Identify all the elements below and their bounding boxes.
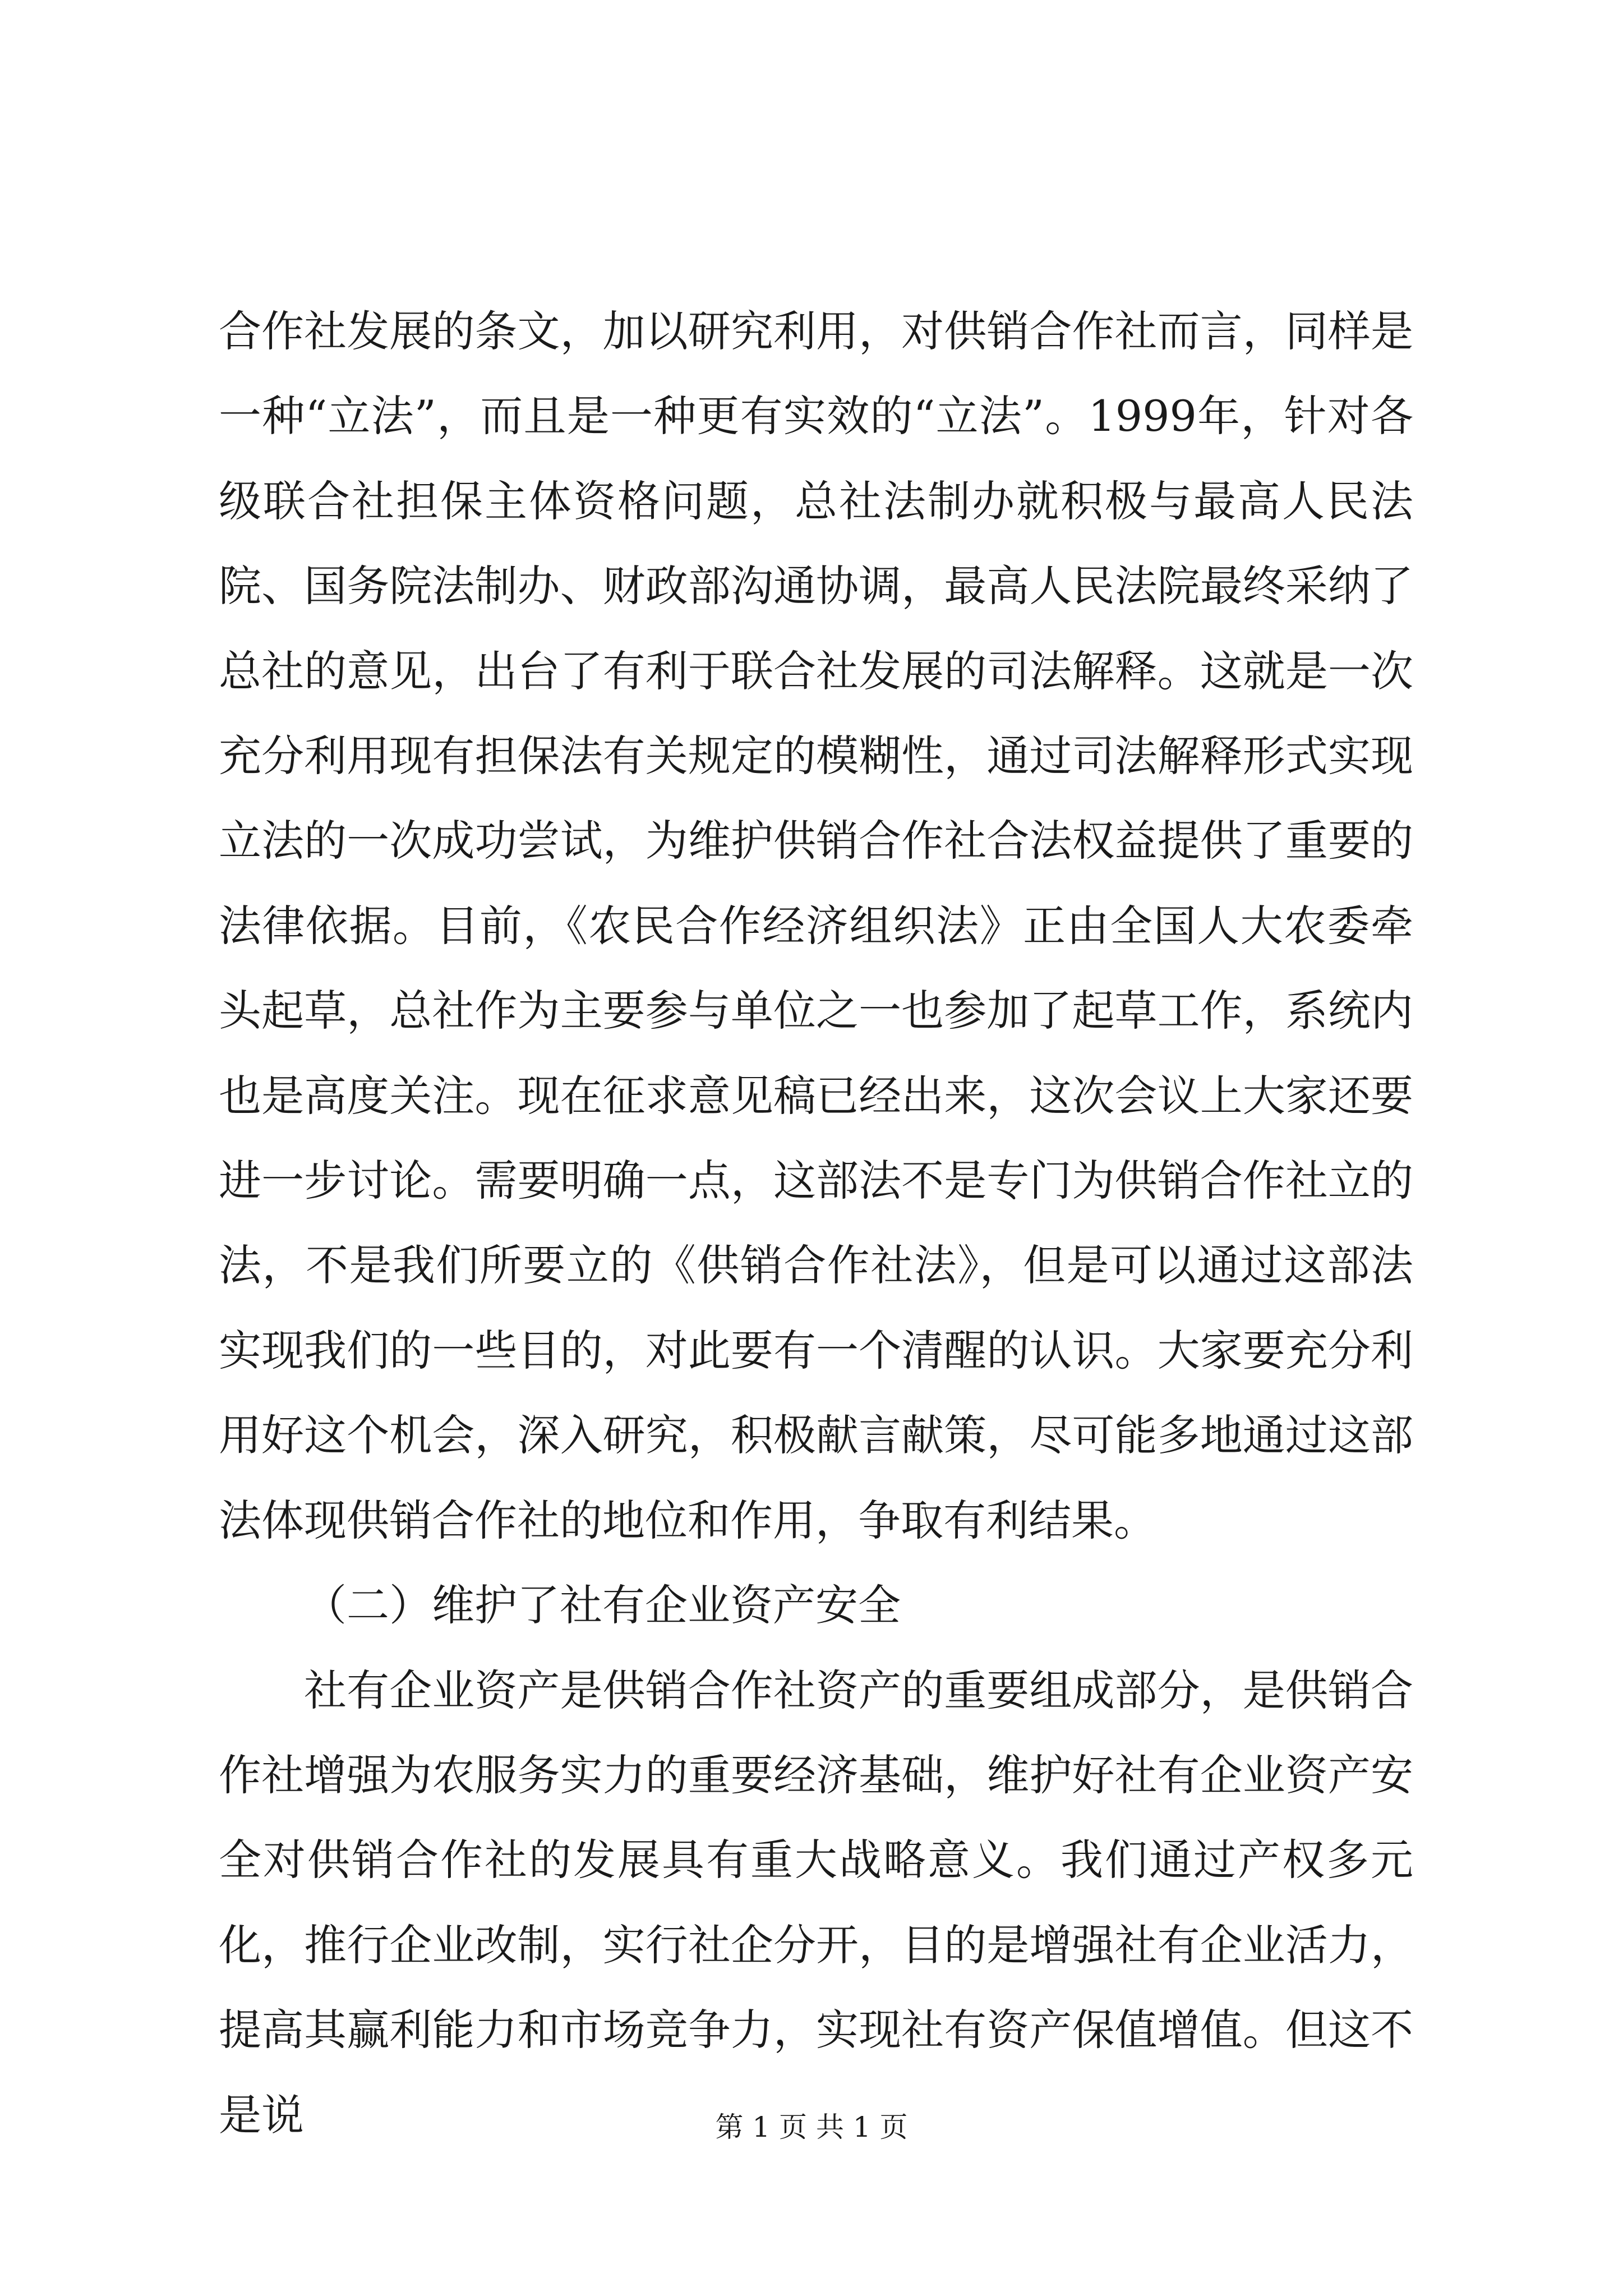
paragraph-continuation: 合作社发展的条文，加以研究利用，对供销合作社而言，同样是一种“立法”，而且是一种更有实效的“立法”。1999年，针对各级联合社担保主体资格问题，总社法制办就积极与最高人民法院、国务院法制办、财政部沟通协调，最高人民法院最终采纳了总社的意见，出台了有利于联合社发展的司法解释。这就是一次充分利用现有担保法有关规定的模糊性，通过司法解释形式实现立法的一次成功尝试，为维护供销合作社合法权益提供了重要的法律依据。目前，《农民合作经济组织法》正由全国人大农委牵头起草，总社作为主要参与单位之一也参加了起草工作，系统内也是高度关注。现在征求意见稿已经出来，这次会议上大家还要进一步讨论。需要明确一点，这部法不是专门为供销合作社立的法，不是我们所要立的《供销合作社法》，但是可以通过这部法实现我们的一些目的，对此要有一个清醒的认识。大家要充分利用好这个机会，深入研究，积极献言献策，尽可能多地通过这部法体现供销合作社的地位和作用，争取有利结果。: [219, 306, 1413, 1545]
paragraph-section-body: 社有企业资产是供销合作社资产的重要组成部分，是供销合作社增强为农服务实力的重要经济基础，维护好社有企业资产安全对供销合作社的发展具有重大战略意义。我们通过产权多元化，推行企业改制，实行社企分开，目的是增强社有企业活力，提高其赢利能力和市场竞争力，实现社有资产保值增值。但这不是说: [219, 1665, 1413, 2140]
section-heading: （二）维护了社有企业资产安全: [304, 1580, 901, 1631]
page-footer: 第 1 页 共 1 页: [715, 2111, 908, 2143]
document-body: [219, 289, 1413, 2157]
